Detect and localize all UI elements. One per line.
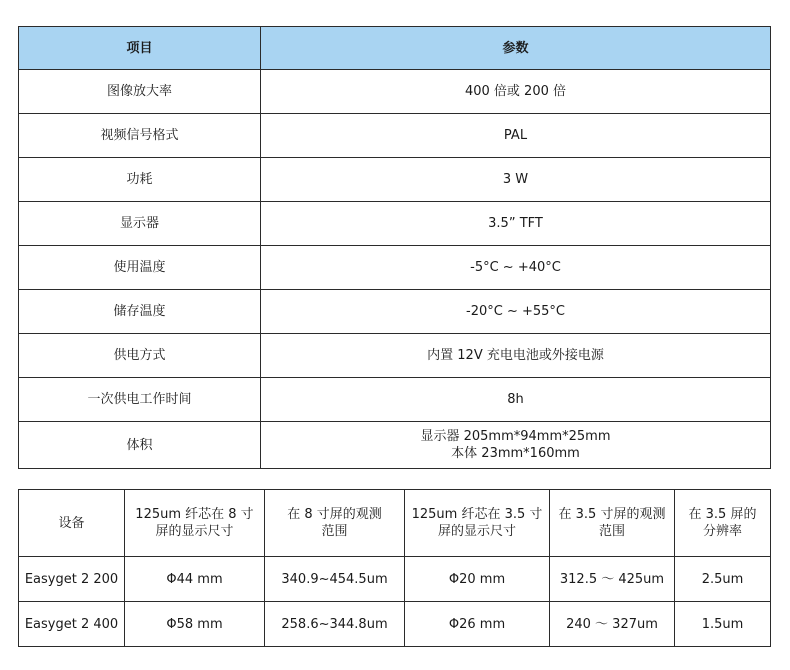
header-device: 设备 — [19, 490, 125, 557]
display-size-8in: Φ44 mm — [125, 557, 265, 602]
display-size-3-5in: Φ26 mm — [405, 602, 550, 647]
resolution-3-5in: 1.5um — [675, 602, 771, 647]
spec-item: 体积 — [19, 422, 261, 469]
table-row — [19, 422, 771, 469]
table-row — [19, 70, 771, 114]
spec-item: 图像放大率 — [19, 70, 261, 114]
header-display-size-8in: 125um 纤芯在 8 寸 屏的显示尺寸 — [125, 490, 265, 557]
table-row — [19, 378, 771, 422]
display-size-8in: Φ58 mm — [125, 602, 265, 647]
spec-item: 供电方式 — [19, 334, 261, 378]
spec-value: 8h — [261, 378, 771, 422]
resolution-3-5in: 2.5um — [675, 557, 771, 602]
range-8in: 258.6~344.8um — [265, 602, 405, 647]
spec-value-line: 显示器 205mm*94mm*25mm — [420, 429, 611, 444]
table-row — [19, 557, 771, 602]
device-header-row — [19, 490, 771, 557]
spec-item: 视频信号格式 — [19, 114, 261, 158]
spec-item: 使用温度 — [19, 246, 261, 290]
spec-value: 3 W — [261, 158, 771, 202]
table-row — [19, 246, 771, 290]
spec-value — [261, 422, 771, 469]
table-row — [19, 290, 771, 334]
spec-item: 储存温度 — [19, 290, 261, 334]
spec-value: 400 倍或 200 倍 — [261, 70, 771, 114]
device-name: Easyget 2 200 — [19, 557, 125, 602]
range-3-5in: 240 ～ 327um — [550, 602, 675, 647]
spec-table — [18, 26, 771, 469]
spec-value-line: 本体 23mm*160mm — [451, 446, 580, 461]
range-8in: 340.9~454.5um — [265, 557, 405, 602]
header-resolution-3-5in: 在 3.5 屏的 分辨率 — [675, 490, 771, 557]
header-item: 项目 — [19, 27, 261, 70]
spec-item: 一次供电工作时间 — [19, 378, 261, 422]
spec-item: 功耗 — [19, 158, 261, 202]
spec-value: -20°C ~ +55°C — [261, 290, 771, 334]
spec-value: PAL — [261, 114, 771, 158]
header-range-3-5in: 在 3.5 寸屏的观测 范围 — [550, 490, 675, 557]
spec-value: 3.5” TFT — [261, 202, 771, 246]
device-name: Easyget 2 400 — [19, 602, 125, 647]
display-size-3-5in: Φ20 mm — [405, 557, 550, 602]
table-row — [19, 202, 771, 246]
spec-value: 内置 12V 充电电池或外接电源 — [261, 334, 771, 378]
header-param: 参数 — [261, 27, 771, 70]
header-range-8in: 在 8 寸屏的观测 范围 — [265, 490, 405, 557]
device-table — [18, 489, 771, 647]
table-row — [19, 334, 771, 378]
header-display-size-3-5in: 125um 纤芯在 3.5 寸 屏的显示尺寸 — [405, 490, 550, 557]
table-row — [19, 158, 771, 202]
range-3-5in: 312.5 ～ 425um — [550, 557, 675, 602]
table-row — [19, 114, 771, 158]
spec-value: -5°C ~ +40°C — [261, 246, 771, 290]
table-row — [19, 602, 771, 647]
spec-header-row — [19, 27, 771, 70]
spec-item: 显示器 — [19, 202, 261, 246]
